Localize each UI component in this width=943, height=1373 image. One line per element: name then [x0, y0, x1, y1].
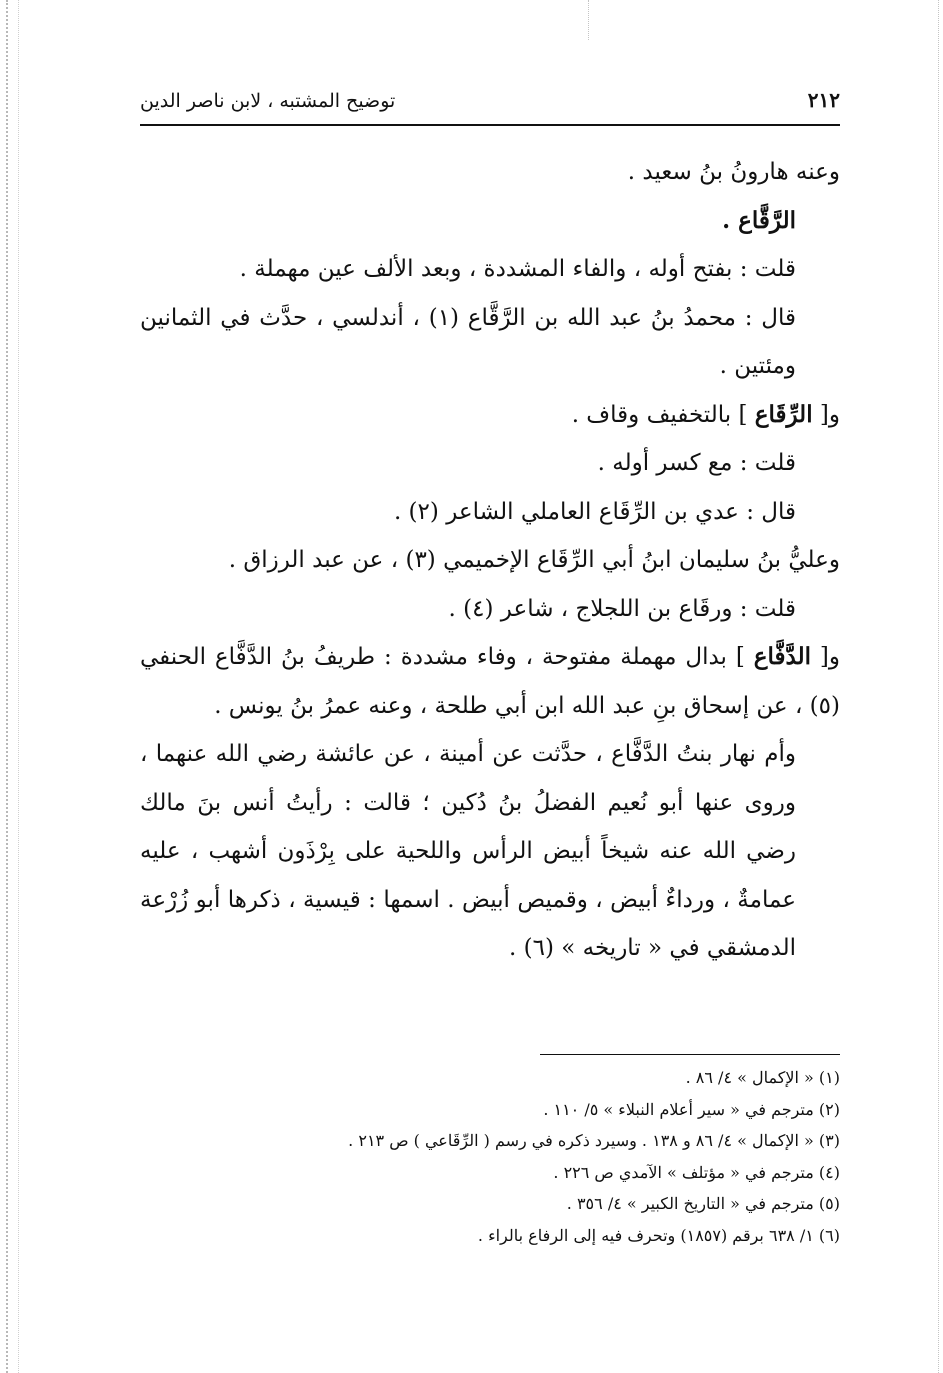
- paragraph-9: قلت : ورقَاع بن اللجلاج ، شاعر (٤) .: [448, 595, 796, 622]
- main-text: [140, 148, 840, 973]
- paragraph-1: وعنه هارونُ بنُ سعيد .: [627, 159, 840, 185]
- paragraph-11: وأم نهار بنتُ الدَّفَّاع ، حدَّثت عن أمينة ، عن عائشة رضي الله عنهما ، وروى عنها أبو نُعيم الفضلُ بنُ دُكين ؛ قالت : رأيتُ أنس بنَ مالك رضي الله عنه شيخاً أبيض الرأس واللحية على بِرْذَون أشهب ، عليه عمامةٌ ، ورداءٌ أبيض ، وقميص أبيض . اسمها : قيسية ، ذكرها أبو زُرْعة الدمشقي في « تاريخه » (٦) .: [140, 741, 796, 961]
- page-header: [140, 82, 840, 112]
- running-title: توضيح المشتبه ، لابن ناصر الدين: [140, 90, 396, 112]
- scan-edge-left: [6, 0, 8, 1373]
- header-rule: [140, 124, 840, 126]
- paragraph-5: [140, 391, 840, 440]
- footnote-4: (٤) مترجم في « مؤتلف » الآمدي ص ٢٢٦ .: [553, 1162, 840, 1182]
- bracket-open: و[: [812, 401, 840, 428]
- footnote-6: (٦) ١/ ٦٣٨ برقم (١٨٥٧) وتحرف فيه إلى الرفاع بالراء .: [477, 1225, 840, 1245]
- bracket-open-2: و[: [810, 644, 840, 670]
- paragraph-4: قال : محمدُ بنُ عبد الله بن الرَّقَّاع (١) ، أندلسي ، حدَّث في الثمانين ومئتين .: [140, 304, 796, 379]
- footnote-3: (٣) « الإكمال » ٤/ ٨٦ و ١٣٨ . وسيرد ذكره في رسم ( الرِّقَاعي ) ص ٢١٣ .: [348, 1131, 840, 1150]
- entry-heading-daffa: الدَّفَّاع: [753, 643, 811, 670]
- page-number: ٢١٢: [807, 88, 840, 112]
- scan-edge-top: [588, 0, 589, 40]
- footnote-5: (٥) مترجم في « التاريخ الكبير » ٤/ ٣٥٦ .: [566, 1194, 840, 1213]
- footnote-2: (٢) مترجم في « سير أعلام النبلاء » ٥/ ١١٠ .: [543, 1099, 840, 1119]
- paragraph-7: قال : عدي بن الرِّقَاع العاملي الشاعر (٢) .: [393, 498, 796, 525]
- footnotes: [140, 1062, 840, 1251]
- paragraph-5-rest: ] بالتخفيف وقاف .: [571, 401, 755, 428]
- paragraph-10: [140, 633, 840, 730]
- paragraph-8: وعليُّ بنُ سليمان ابنُ أبي الرِّقَاع الإخميمي (٣) ، عن عبد الرزاق .: [228, 547, 840, 573]
- paragraph-6: قلت : مع كسر أوله .: [597, 450, 796, 476]
- scan-edge-right: [938, 0, 939, 1373]
- entry-heading-riqa: الرِّقَاع: [754, 400, 813, 428]
- footnote-rule: [540, 1054, 840, 1055]
- footnote-1: (١) « الإكمال » ٤/ ٨٦ .: [685, 1068, 840, 1087]
- scan-edge-left-inner: [18, 0, 19, 1373]
- entry-heading-riqqa: الرَّقَّاع .: [722, 206, 796, 234]
- paragraph-10-rest: ] بدال مهملة مفتوحة ، وفاء مشددة : طريفُ بنُ الدَّفَّاع الحنفي (٥) ، عن إسحاق بنِ عبد الله ابن أبي طلحة ، وعنه عمرُ بنُ يونس .: [140, 644, 840, 719]
- paragraph-3: قلت : بفتح أوله ، والفاء المشددة ، وبعد الألف عين مهملة .: [239, 256, 796, 282]
